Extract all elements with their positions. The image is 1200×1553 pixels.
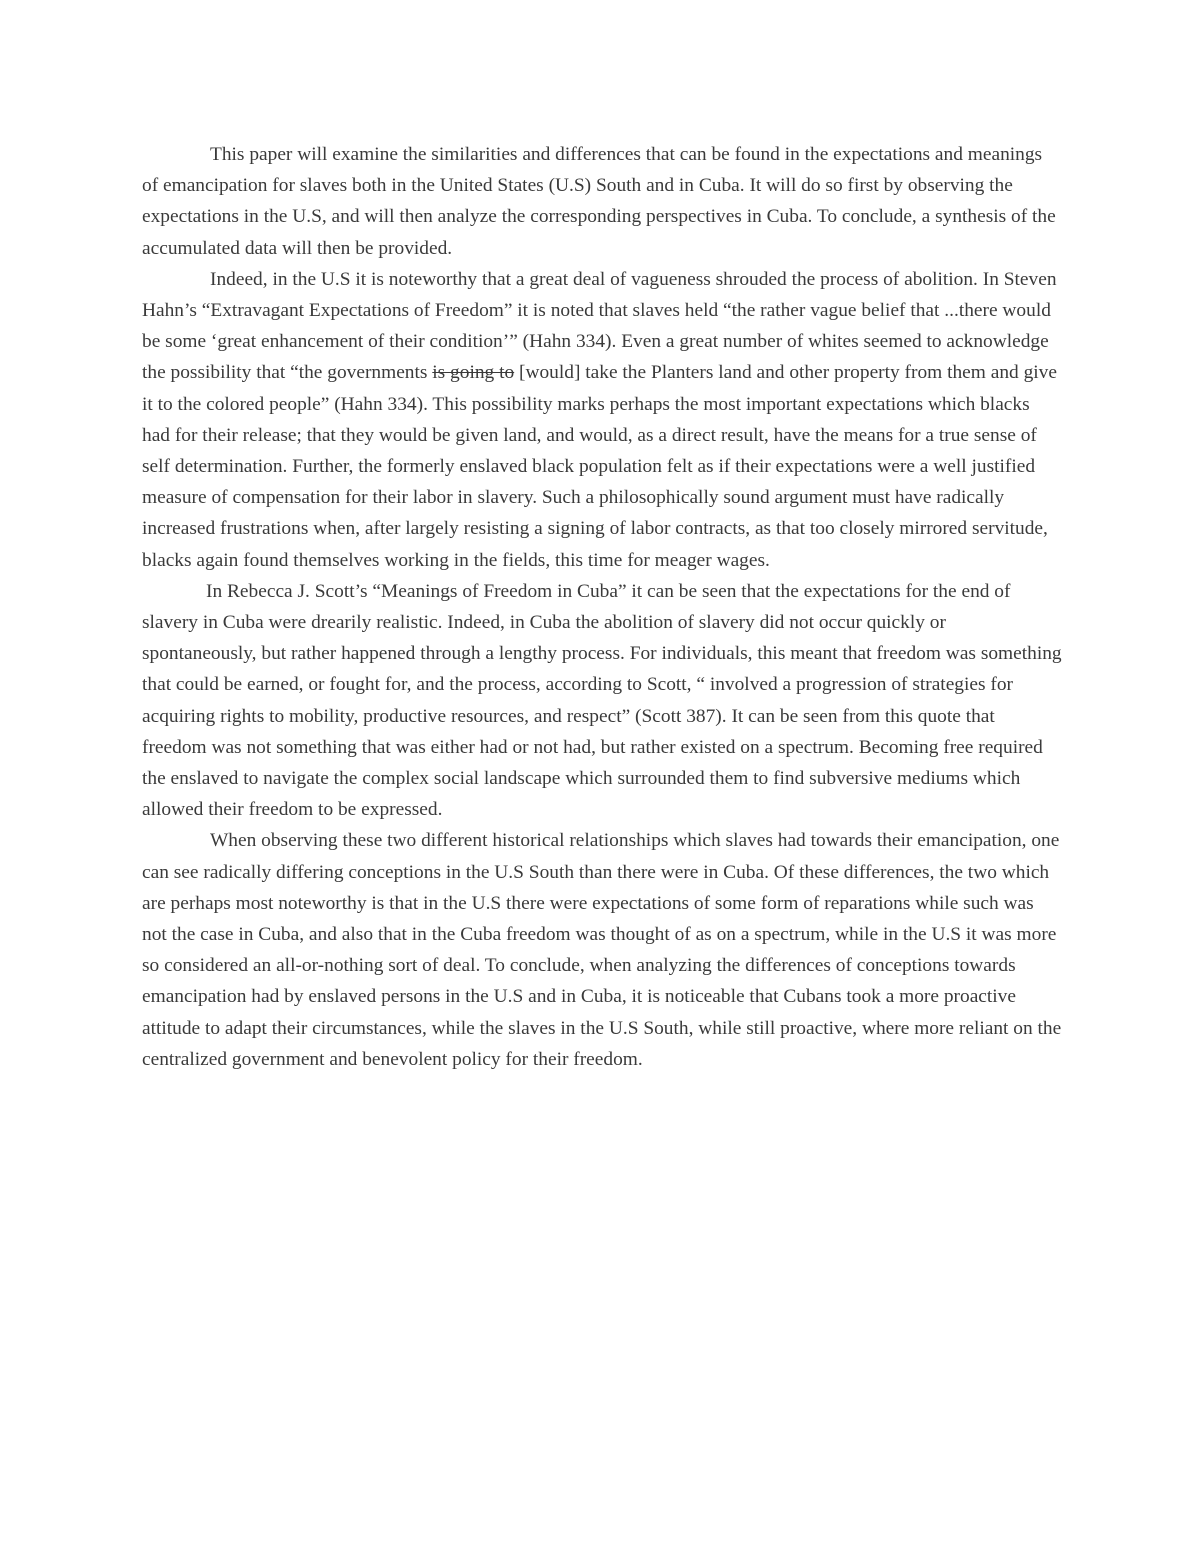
paragraph-text: [would] take the Planters land and other property from them and give it to the colored people” (Hahn 334). This possibility marks perhaps the most important expectations which blacks had for their release; that they would be given land, and would, as a direct result, have the means for a true sense of self determination. Further, the formerly enslaved black population felt as if their expectations were a well justified measure of compensation for their labor in slavery. Such a philosophically sound argument must have radically increased frustrations when, after largely resisting a signing of labor contracts, as that too closely mirrored servitude, blacks again found themselves working in the fields, this time for meager wages. xyxy=(142,362,1057,571)
paragraph-cuba-meanings xyxy=(142,576,1062,826)
paragraph-us-expectations xyxy=(142,264,1062,576)
paragraph-conclusion xyxy=(142,825,1062,1075)
paragraph-text: This paper will examine the similarities and differences that can be found in the expectations and meanings of emancipation for slaves both in the United States (U.S) South and in Cuba. It will do so first by observing the expectations in the U.S, and will then analyze the corresponding perspectives in Cuba. To conclude, a synthesis of the accumulated data will then be provided. xyxy=(142,144,1056,259)
paragraph-text: In Rebecca J. Scott’s “Meanings of Freedom in Cuba” it can be seen that the expectations for the end of slavery in Cuba were drearily realistic. Indeed, in Cuba the abolition of slavery did not occur quickly or spontaneously, but rather happened through a lengthy process. For individuals, this meant that freedom was something that could be earned, or fought for, and the process, according to Scott, “ involved a progression of strategies for acquiring rights to mobility, productive resources, and respect” (Scott 387). It can be seen from this quote that freedom was not something that was either had or not had, but rather existed on a spectrum. Becoming free required the enslaved to navigate the complex social landscape which surrounded them to find subversive mediums which allowed their freedom to be expressed. xyxy=(142,580,1062,821)
document-body xyxy=(142,139,1062,1075)
paragraph-text: Indeed, in the U.S it is noteworthy that a great deal of vagueness shrouded the process of abolition. In Steven Hahn’s “Extravagant Expectations of Freedom” it is noted that slaves held “the rather vague belief that ...there would be some ‘great enhancement of their condition’” (Hahn 334). Even a great number of whites seemed to acknowledge the possibility that “the governments xyxy=(142,268,1057,384)
paragraph-introduction xyxy=(142,139,1062,264)
paragraph-text: When observing these two different historical relationships which slaves had towards their emancipation, one can see radically differing conceptions in the U.S South than there were in Cuba. Of these differences, the two which are perhaps most noteworthy is that in the U.S there were expectations of some form of reparations while such was not the case in Cuba, and also that in the Cuba freedom was thought of as on a spectrum, while in the U.S it was more so considered an all-or-nothing sort of deal. To conclude, when analyzing the differences of conceptions towards emancipation had by enslaved persons in the U.S and in Cuba, it is noticeable that Cubans took a more proactive attitude to adapt their circumstances, while the slaves in the U.S South, while still proactive, where more reliant on the centralized government and benevolent policy for their freedom. xyxy=(142,830,1062,1070)
struck-through-text: is going to xyxy=(432,362,515,384)
